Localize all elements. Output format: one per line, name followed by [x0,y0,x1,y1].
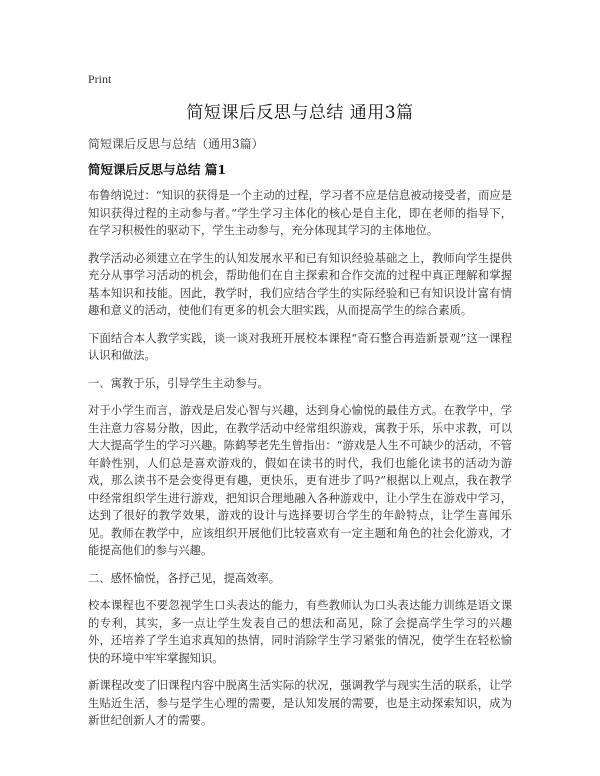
subsection-heading: 二、感怀愉悦，各抒己见，提高效率。 [88,571,281,585]
paragraph: 新课程改变了旧课程内容中脱离生活实际的状况，强调教学与现实生活的联系，让学生贴近生活，参与是学生心理的需要，是认知发展的需要，也是主动探索知识，成为新世纪创新人才的需要。 [88,679,512,727]
paragraph: 教学活动必须建立在学生的认知发展水平和已有知识经验基础之上，教师向学生提供充分从事学习活动的机会，帮助他们在自主探索和合作交流的过程中真正理解和掌握基本知识和技能。因此，教学时，我们应结合学生的实际经验和已有知识设计富有情趣和意义的活动，使他们有更多的机会大胆实践，从而提高学生的综合素质。 [88,251,512,317]
document-subtitle: 简短课后反思与总结（通用3篇） [88,137,264,151]
print-label: Print [88,72,112,86]
subsection-heading: 一、寓教于乐，引导学生主动参与。 [88,376,269,390]
paragraph: 对于小学生而言，游戏是启发心智与兴趣，达到身心愉悦的最佳方式。在教学中，学生注意力容易分散，因此，在教学活动中经常组织游戏，寓教于乐，乐中求教，可以大大提高学生的学习兴趣。陈鹤琴老先生曾指出：“游戏是人生不可缺少的活动，不管年龄性别，人们总是喜欢游戏的，假如在读书的时代，我们也能化读书的活动为游戏，那么读书不是会变得更有趣，更快乐，更有进步了吗?”根据以上观点，我在教学中经常组织学生进行游戏，把知识合理地融入各种游戏中，让小学生在游戏中学习，达到了很好的教学效果，游戏的设计与选择要切合学生的年龄特点，让学生喜闻乐见。教师在教学中，应该组织开展他们比较喜欢有一定主题和角色的社会化游戏，才能提高他们的参与兴趣。 [88,404,512,557]
document-title: 简短课后反思与总结 通用3篇 [186,103,414,123]
section-heading: 简短课后反思与总结 篇1 [88,162,227,177]
paragraph: 校本课程也不要忽视学生口头表达的能力，有些教师认为口头表达能力训练是语文课的专利，其实，多一点让学生发表自己的想法和高见，除了会提高学生学习的兴趣外，还培养了学生追求真知的热情，同时消除学生学习紧张的情况，使学生在轻松愉快的环境中牢牢掌握知识。 [88,599,512,665]
paragraph: 下面结合本人教学实践，谈一谈对我班开展校本课程“奇石整合再造新景观”这一课程认识和做法。 [88,331,512,362]
paragraph: 布鲁纳说过：“知识的获得是一个主动的过程，学习者不应是信息被动接受者，而应是知识获得过程的主动参与者。”学生学习主体化的核心是自主化，即在老师的指导下，在学习积极性的驱动下，学生主动参与，充分体现其学习的主体地位。 [88,189,512,237]
